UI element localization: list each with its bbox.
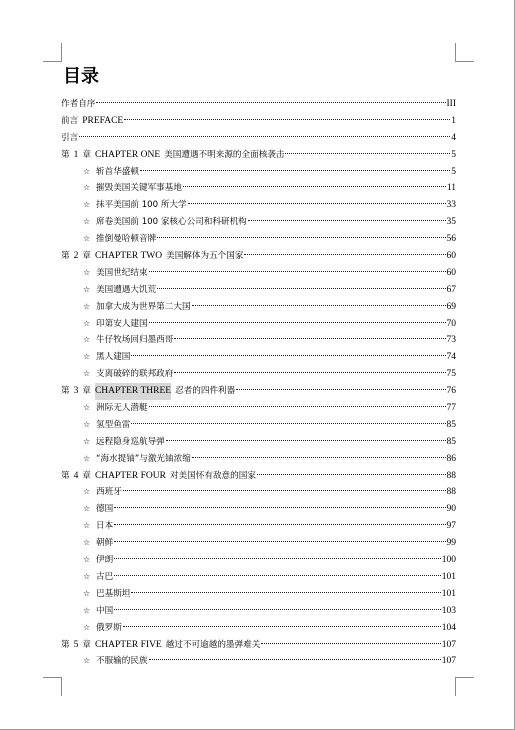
toc-entry-title: 日本 (96, 521, 114, 532)
toc-page-number: 85 (446, 436, 456, 447)
dot-leader (157, 237, 445, 238)
toc-page-number: 5 (451, 166, 456, 177)
toc-entry-title: 前言 (61, 115, 79, 126)
toc-entry-title: 作者自序 (61, 99, 96, 109)
toc-entry-title: 伊朗 (96, 555, 114, 566)
chapter-prefix: 第 (61, 251, 70, 262)
toc-page-number: 97 (446, 521, 456, 532)
dot-leader (140, 170, 450, 171)
toc-entry-title: 古巴 (96, 571, 114, 582)
toc-section-entry[interactable] (61, 214, 456, 231)
toc-section-entry[interactable] (61, 620, 456, 637)
star-icon: ☆ (83, 436, 91, 446)
toc-chapter-entry[interactable] (61, 637, 456, 654)
dot-leader (188, 203, 446, 204)
star-icon: ☆ (83, 622, 91, 632)
star-icon: ☆ (83, 403, 91, 413)
dot-leader (157, 288, 445, 289)
dot-leader (149, 659, 441, 660)
toc-page-number: 1 (451, 115, 456, 126)
toc-page-number: III (446, 99, 456, 109)
toc-section-entry[interactable] (61, 282, 456, 299)
chapter-number: 3 (73, 386, 79, 397)
toc-page-number: 60 (446, 267, 456, 278)
dot-leader (285, 153, 450, 154)
toc-entry-title: 不服输的民族 (96, 656, 148, 667)
toc-page-number: 5 (451, 149, 456, 160)
star-icon: ☆ (83, 419, 91, 429)
dot-leader (183, 186, 446, 187)
toc-entry-title: 印第安人建国 (96, 318, 148, 329)
dot-leader (79, 136, 450, 137)
star-icon: ☆ (83, 555, 91, 565)
toc-page-number: 86 (446, 453, 456, 464)
toc-entry-title: 推倒曼哈顿音牌 (96, 234, 157, 245)
toc-entry-title: 氢型鱼雷 (96, 419, 131, 430)
toc-page-number: 67 (446, 284, 456, 295)
dot-leader (236, 389, 445, 390)
toc-entry-title: 加拿大成为世界第二大国 (96, 301, 191, 312)
dot-leader (114, 558, 441, 559)
toc-page-number: 99 (446, 538, 456, 549)
toc-chapter-entry[interactable] (61, 468, 456, 485)
chapter-prefix: 第 (61, 149, 70, 160)
star-icon: ☆ (83, 234, 91, 244)
toc-page-number: 88 (446, 487, 456, 498)
star-icon: ☆ (83, 318, 91, 328)
dot-leader (261, 643, 440, 644)
toc-section-entry[interactable] (61, 603, 456, 620)
star-icon: ☆ (83, 453, 91, 463)
toc-entry-title: 斩首华盛顿 (96, 166, 139, 177)
star-icon: ☆ (83, 267, 91, 277)
toc-entry-title: 洲际无人潜艇 (96, 403, 148, 414)
toc-entry[interactable] (61, 96, 456, 113)
chapter-prefix: 第 (61, 470, 70, 481)
chapter-prefix: 第 (61, 639, 70, 650)
dot-leader (257, 474, 446, 475)
chapter-english: CHAPTER FIVE (94, 639, 162, 650)
toc-chapter-entry[interactable] (61, 147, 456, 164)
toc-page-number: 70 (446, 318, 456, 329)
dot-leader (192, 457, 446, 458)
dot-leader (131, 355, 445, 356)
chapter-suffix: 章 (82, 251, 91, 262)
toc-section-entry[interactable] (61, 501, 456, 518)
crop-mark-bottom-left (43, 677, 62, 696)
toc-section-entry[interactable] (61, 164, 456, 181)
toc-page-number: 74 (446, 352, 456, 363)
toc-page-number: 35 (446, 217, 456, 228)
star-icon: ☆ (83, 301, 91, 311)
star-icon: ☆ (83, 335, 91, 345)
toc-chapter-entry[interactable] (61, 248, 456, 265)
toc-section-entry[interactable] (61, 349, 456, 366)
chapter-number: 2 (73, 251, 79, 262)
star-icon: ☆ (83, 284, 91, 294)
chapter-suffix: 章 (82, 639, 91, 650)
dot-leader (114, 524, 445, 525)
toc-page-number: 101 (441, 588, 456, 599)
chapter-number: 5 (73, 639, 79, 650)
chapter-english: CHAPTER THREE (95, 383, 171, 400)
star-icon: ☆ (83, 504, 91, 514)
star-icon: ☆ (83, 487, 91, 497)
star-icon: ☆ (83, 538, 91, 548)
chapter-english: CHAPTER TWO (94, 251, 163, 262)
toc-page-number: 73 (446, 335, 456, 346)
toc-section-entry[interactable] (61, 552, 456, 569)
toc-entry-title: 席卷美国前 100 家核心公司和科研机构 (96, 217, 247, 228)
toc-entry-title: 支离破碎的联邦政府 (96, 369, 174, 380)
chapter-number: 1 (73, 149, 79, 160)
toc-page-number: 88 (446, 470, 456, 481)
toc-entry[interactable] (61, 113, 456, 130)
star-icon: ☆ (83, 656, 91, 666)
dot-leader (114, 609, 441, 610)
star-icon: ☆ (83, 369, 91, 379)
toc-page-number: 77 (446, 403, 456, 414)
chapter-english: CHAPTER ONE (94, 149, 161, 160)
dot-leader (96, 102, 445, 103)
toc-entry-title: 美国世纪结束 (96, 267, 148, 278)
toc-section-entry[interactable] (61, 332, 456, 349)
chapter-number: 4 (73, 470, 79, 481)
star-icon: ☆ (83, 200, 91, 210)
dot-leader (244, 254, 445, 255)
toc-entry-title: 越过不可逾越的墨弹难关 (165, 639, 261, 650)
dot-leader (123, 626, 441, 627)
toc-entry-title: 中国 (96, 605, 114, 616)
toc-entry-title: 引言 (61, 132, 79, 143)
chapter-suffix: 章 (82, 149, 91, 160)
table-of-contents (61, 96, 456, 670)
dot-leader (114, 541, 445, 542)
toc-entry-title: 抹平美国前 100 所大学 (96, 200, 187, 211)
dot-leader (149, 271, 446, 272)
toc-page-number: 76 (446, 386, 456, 397)
toc-section-entry[interactable] (61, 417, 456, 434)
toc-page-number: 60 (446, 251, 456, 262)
dot-leader (248, 220, 446, 221)
toc-entry-title: 黑人建国 (96, 352, 131, 363)
chapter-prefix: 第 (61, 386, 70, 397)
dot-leader (149, 406, 446, 407)
toc-entry-title: 俄罗斯 (96, 622, 122, 633)
dot-leader (114, 575, 441, 576)
toc-section-entry[interactable] (61, 434, 456, 451)
toc-page-number: 100 (441, 555, 456, 566)
star-icon: ☆ (83, 217, 91, 227)
star-icon: ☆ (83, 605, 91, 615)
toc-entry-title: 忍者的四件利器 (175, 386, 236, 397)
chapter-suffix: 章 (82, 470, 91, 481)
crop-mark-bottom-right (455, 677, 474, 696)
toc-section-entry[interactable] (61, 518, 456, 535)
toc-entry-title: 美国解体为五个国家 (166, 251, 244, 262)
chapter-english: CHAPTER FOUR (94, 470, 166, 481)
toc-entry-title: 牛仔牧场回归墨西哥 (96, 335, 174, 346)
toc-chapter-entry[interactable] (61, 383, 456, 400)
toc-page-number: 104 (441, 622, 456, 633)
toc-page-number: 33 (446, 200, 456, 211)
toc-entry-title: 美国遭遇不明来源的全面核袭击 (164, 149, 285, 160)
dot-leader (174, 372, 445, 373)
star-icon: ☆ (83, 521, 91, 531)
dot-leader (149, 322, 446, 323)
toc-page-number: 101 (441, 571, 456, 582)
crop-mark-top-right (455, 43, 474, 62)
toc-page-number: 11 (446, 183, 456, 194)
toc-section-entry[interactable] (61, 400, 456, 417)
toc-section-entry[interactable] (61, 484, 456, 501)
toc-entry-title: 对美国怀有敌意的国家 (169, 470, 256, 481)
toc-section-entry[interactable] (61, 316, 456, 333)
toc-entry[interactable] (61, 130, 456, 147)
toc-entry-english: PREFACE (82, 115, 124, 126)
toc-section-entry[interactable] (61, 451, 456, 468)
dot-leader (174, 338, 445, 339)
toc-section-entry[interactable] (61, 586, 456, 603)
dot-leader (166, 440, 446, 441)
toc-entry-title: 朝鲜 (96, 538, 114, 549)
dot-leader (192, 305, 446, 306)
toc-page-number: 56 (446, 234, 456, 245)
toc-section-entry[interactable] (61, 180, 456, 197)
toc-section-entry[interactable] (61, 265, 456, 282)
dot-leader (131, 592, 440, 593)
toc-section-entry[interactable] (61, 197, 456, 214)
star-icon: ☆ (83, 571, 91, 581)
toc-section-entry[interactable] (61, 231, 456, 248)
toc-section-entry[interactable] (61, 535, 456, 552)
toc-section-entry[interactable] (61, 653, 456, 670)
dot-leader (124, 119, 450, 120)
toc-entry-title: 巴基斯坦 (96, 588, 131, 599)
toc-page-number: 90 (446, 504, 456, 515)
star-icon: ☆ (83, 588, 91, 598)
dot-leader (114, 507, 445, 508)
toc-page-number: 69 (446, 301, 456, 312)
toc-page-number: 107 (441, 656, 456, 667)
dot-leader (131, 423, 445, 424)
star-icon: ☆ (83, 352, 91, 362)
dot-leader (123, 490, 446, 491)
toc-page-number: 85 (446, 419, 456, 430)
toc-entry-title: 西班牙 (96, 487, 122, 498)
toc-entry-title: “海水提铀”与激光铀浓缩 (96, 453, 191, 464)
toc-section-entry[interactable] (61, 366, 456, 383)
toc-entry-title: 远程隐身巡航导弹 (96, 436, 165, 447)
star-icon: ☆ (83, 166, 91, 176)
crop-mark-top-left (43, 43, 62, 62)
toc-section-entry[interactable] (61, 569, 456, 586)
star-icon: ☆ (83, 183, 91, 193)
toc-entry-title: 美国遭遇大饥荒 (96, 284, 157, 295)
toc-page-number: 103 (441, 605, 456, 616)
toc-entry-title: 摧毁美国关键军事基地 (96, 183, 182, 194)
toc-page-number: 75 (446, 369, 456, 380)
page-title: 目录 (63, 66, 99, 87)
toc-page-number: 4 (451, 132, 456, 143)
chapter-suffix: 章 (82, 386, 91, 397)
toc-entry-title: 德国 (96, 504, 114, 515)
toc-section-entry[interactable] (61, 299, 456, 316)
toc-page-number: 107 (441, 639, 456, 650)
